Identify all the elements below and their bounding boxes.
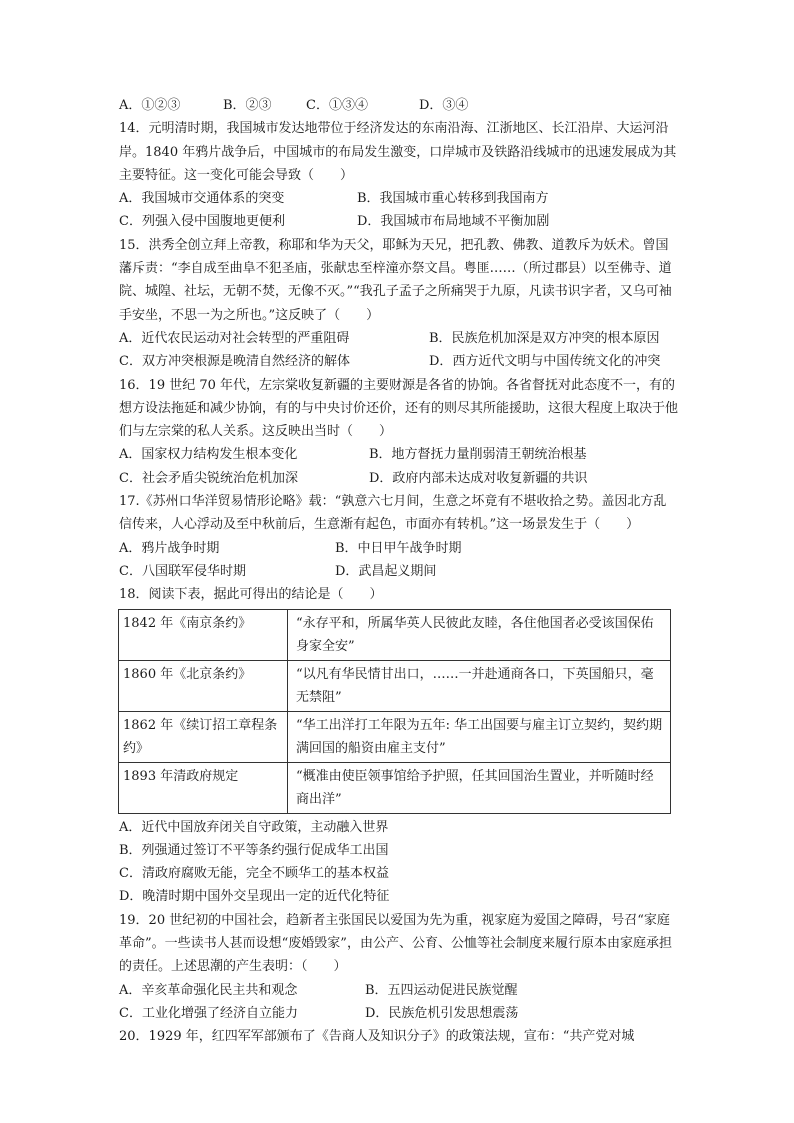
table-cell-treaty: 1860 年《北京条约》 xyxy=(119,660,288,711)
q14-options-row2 xyxy=(119,210,679,233)
table-cell-treaty: 1842 年《南京条约》 xyxy=(119,609,288,660)
q13-options xyxy=(119,94,679,117)
q15-options-row1 xyxy=(119,327,679,350)
table-row xyxy=(119,609,671,660)
q14-option-c[interactable]: C．列强入侵中国腹地更便利 xyxy=(119,214,285,230)
q15-options-row2 xyxy=(119,350,679,373)
q13-option-a[interactable]: A．①②③ xyxy=(119,98,181,113)
q16-stem: 16．19 世纪 70 年代，左宗棠收复新疆的主要财源是各省的协饷。各省督抚对此态度不一，有的想方设法拖延和减少协饷，有的与中央讨价还价，还有的则尽其所能援助，这很大程度上取决于他们与左宗棠的私人关系。这反映出当时（ ） xyxy=(119,377,679,440)
q20-stem: 20．1929 年，红四军军部颁布了《告商人及知识分子》的政策法规，宣布：“共产党对城 xyxy=(119,1029,635,1045)
q14-option-b[interactable]: B．我国城市重心转移到我国南方 xyxy=(357,191,549,207)
table-row xyxy=(119,762,671,813)
q14-option-a[interactable]: A．我国城市交通体系的突变 xyxy=(119,191,285,207)
q15-option-c[interactable]: C．双方冲突根源是晚清自然经济的解体 xyxy=(119,354,350,370)
q13-option-c[interactable]: C．①③④ xyxy=(306,98,368,113)
q19-option-a[interactable]: A．辛亥革命强化民主共和观念 xyxy=(119,982,298,998)
q15-stem: 15．洪秀全创立拜上帝教，称耶和华为天父，耶稣为天兄，把孔教、佛教、道教斥为妖术。曾国藩斥责：“李自成至曲阜不犯圣庙，张献忠至梓潼亦祭文昌。粤匪……（所过郡县）以至佛寺、道院、城隍、社坛，无朝不焚，无像不灭。”“我孔子孟子之所痛哭于九原，凡读书识字者，又乌可袖手安坐，不思一为之所也。”这反映了（ ） xyxy=(119,237,672,323)
q18-table xyxy=(118,609,671,814)
q19-option-c[interactable]: C．工业化增强了经济自立能力 xyxy=(119,1005,298,1021)
q16-options-row1 xyxy=(119,443,679,466)
q17-option-a[interactable]: A．鸦片战争时期 xyxy=(119,540,220,556)
q19-options-row1 xyxy=(119,979,679,1002)
q13-option-b[interactable]: B．②③ xyxy=(223,98,272,113)
q17-options-row1 xyxy=(119,537,679,560)
q14-options-row1 xyxy=(119,187,679,210)
exam-page xyxy=(119,94,679,1049)
q16-options-row2 xyxy=(119,467,679,490)
q17-option-c[interactable]: C．八国联军侵华时期 xyxy=(119,563,246,579)
q14-stem: 14．元明清时期，我国城市发达地带位于经济发达的东南沿海、江浙地区、长江沿岸、大运河沿岸。1840 年鸦片战争后，中国城市的布局发生激变，口岸城市及铁路沿线城市的迅速发展成为其主要特征。这一变化可能会导致（ ） xyxy=(119,121,677,183)
table-cell-quote: “永存平和，所属华英人民彼此友睦，各住他国者必受该国保佑身家全安” xyxy=(288,609,671,660)
q19-stem: 19．20 世纪初的中国社会，趋新者主张国民以爱国为先为重，视家庭为爱国之障碍，号召“家庭革命”。一些读书人甚而设想“废婚毁家”，由公产、公育、公恤等社会制度来履行原本由家庭承担的责任。上述思潮的产生表明：（ ） xyxy=(119,912,672,975)
q17-options-row2 xyxy=(119,560,679,583)
q14-option-d[interactable]: D．我国城市布局地域不平衡加剧 xyxy=(357,214,550,230)
q17-option-b[interactable]: B．中日甲午战争时期 xyxy=(335,540,462,556)
table-cell-treaty: 1862 年《续订招工章程条约》 xyxy=(119,711,288,762)
q16-option-a[interactable]: A．国家权力结构发生根本变化 xyxy=(119,447,298,463)
q18-option-d[interactable]: D．晚清时期中国外交呈现出一定的近代化特征 xyxy=(119,889,390,905)
q15-option-d[interactable]: D．西方近代文明与中国传统文化的冲突 xyxy=(429,354,661,370)
q17-stem: 17.《苏州口华洋贸易情形论略》载：“孰意六七月间，生意之坏竟有不堪收拾之势。盖因北方乱信传来，人心浮动及至中秋前后，生意渐有起色，市面亦有转机。”这一场景发生于（ ） xyxy=(119,494,667,533)
q17-option-d[interactable]: D．武昌起义期间 xyxy=(335,563,437,579)
table-cell-quote: “华工出洋打工年限为五年: 华工出国要与雇主订立契约，契约期满回国的船资由雇主支付” xyxy=(288,711,671,762)
q18-stem: 18．阅读下表，据此可得出的结论是（ ） xyxy=(119,587,383,603)
table-cell-treaty: 1893 年清政府规定 xyxy=(119,762,288,813)
q15-option-b[interactable]: B．民族危机加深是双方冲突的根本原因 xyxy=(429,330,660,346)
q15-option-a[interactable]: A．近代农民运动对社会转型的严重阻碍 xyxy=(119,330,350,346)
table-row xyxy=(119,660,671,711)
q16-option-b[interactable]: B．地方督抚力量削弱清王朝统治根基 xyxy=(369,447,587,463)
table-cell-quote: “以凡有华民情甘出口，……一并赴通商各口，下英国船只，毫无禁阻” xyxy=(288,660,671,711)
q18-option-c[interactable]: C．清政府腐败无能，完全不顾华工的基本权益 xyxy=(119,866,389,882)
q19-option-b[interactable]: B．五四运动促进民族觉醒 xyxy=(365,982,518,998)
table-cell-quote: “概准由使臣领事馆给予护照，任其回国治生置业，并听随时经商出洋” xyxy=(288,762,671,813)
q13-option-d[interactable]: D．③④ xyxy=(419,98,469,113)
table-row xyxy=(119,711,671,762)
q16-option-c[interactable]: C．社会矛盾尖锐统治危机加深 xyxy=(119,470,298,486)
q16-option-d[interactable]: D．政府内部未达成对收复新疆的共识 xyxy=(369,470,588,486)
q19-options-row2 xyxy=(119,1002,679,1025)
q19-option-d[interactable]: D．民族危机引发思想震荡 xyxy=(365,1005,519,1021)
q18-option-b[interactable]: B．列强通过签订不平等条约强行促成华工出国 xyxy=(119,842,389,858)
q18-option-a[interactable]: A．近代中国放弃闭关自守政策，主动融入世界 xyxy=(119,819,389,835)
